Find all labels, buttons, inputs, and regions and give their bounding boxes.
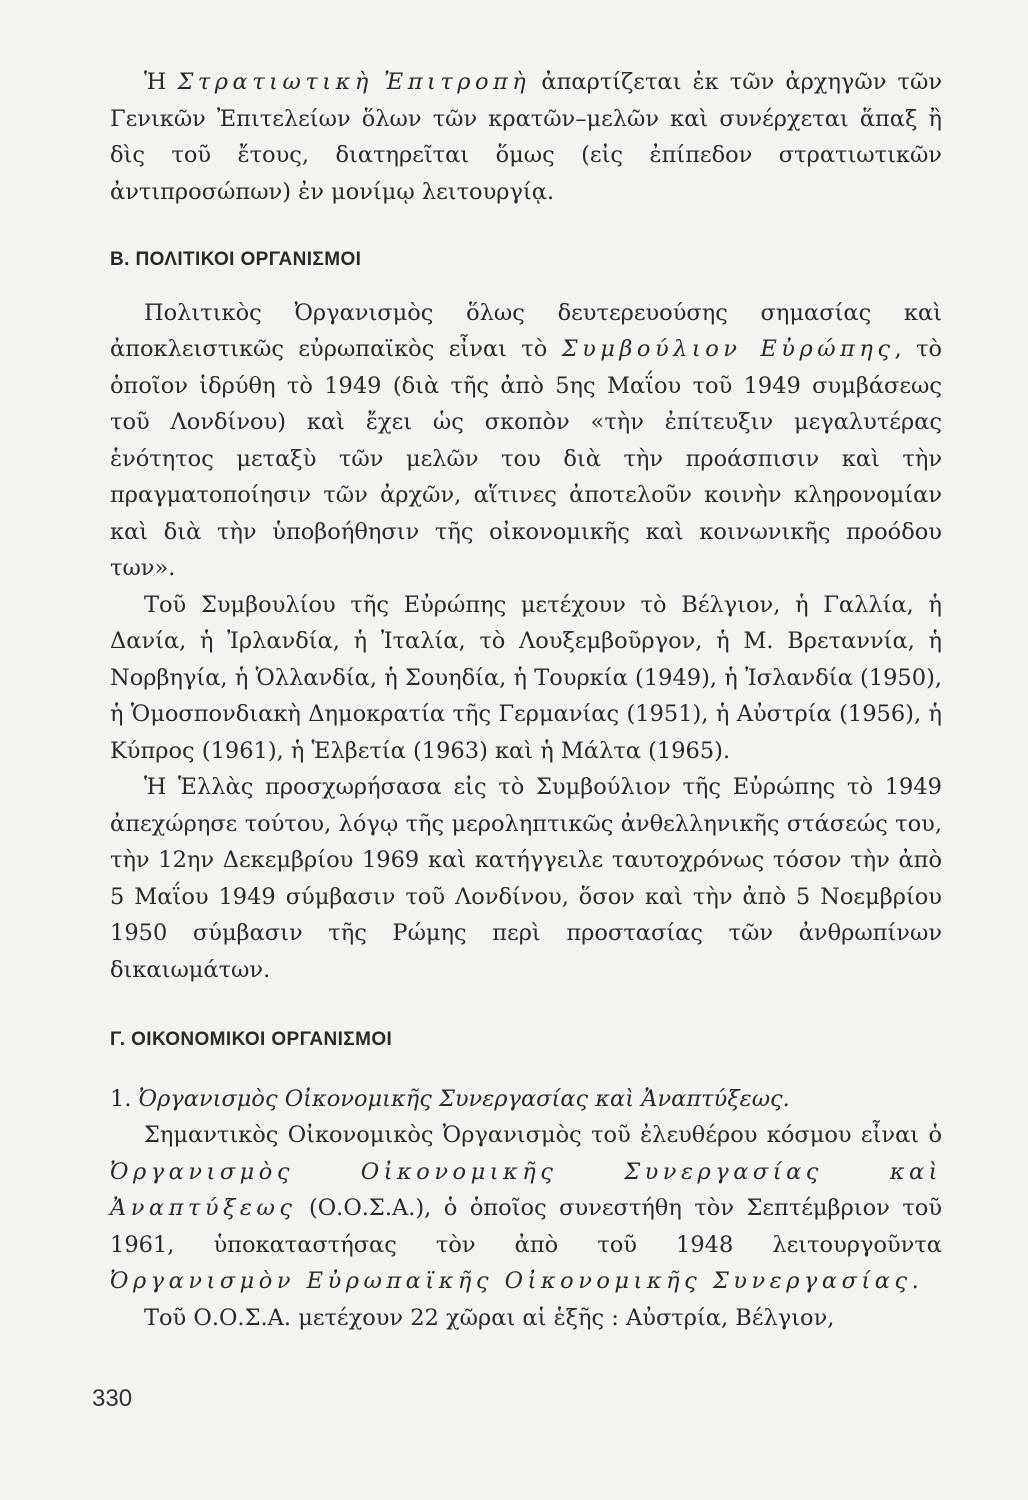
subheading-title: Ὀργανισμὸς Οἰκονομικῆς Συνεργασίας καὶ Ἀναπτύξεως.	[138, 1085, 790, 1112]
page-number: 330	[92, 1385, 133, 1412]
intro-mid	[373, 69, 384, 95]
section-b-p1-start: Πολιτικὸς Ὀργανισμὸς ὅλως δευτερευούσης σημασίας καὶ ἀποκλειστικῶς εὐρωπαϊκὸς εἶναι τὸ	[110, 299, 942, 362]
section-b-paragraph-1	[110, 295, 942, 587]
subheading-number: 1.	[110, 1085, 139, 1112]
section-b-p1-spaced-term: Συμβούλιον Εὐρώπης	[561, 336, 895, 362]
section-g-p1-spaced-term-1: Ὀργανισμὸς Οἰκονομικῆς Συνεργασίας καὶ Ἀναπτύξεως	[110, 1158, 942, 1221]
section-b-paragraph-3: Ἡ Ἑλλὰς προσχωρήσασα εἰς τὸ Συμβούλιον τῆς Εὐρώπης τὸ 1949 ἀπεχώρησε τούτου, λόγῳ τῆς μεροληπτικῶς ἀνθελληνικῆς στάσεώς του, τὴν 12ην Δεκεμβρίου 1969 καὶ κατήγγειλε ταυτοχρόνως τόσον τὴν ἀπὸ 5 Μαΐου 1949 σύμβασιν τοῦ Λονδίνου, ὅσον καὶ τὴν ἀπὸ 5 Νοεμβρίου 1950 σύμβασιν τῆς Ρώμης περὶ προστασίας τῶν ἀνθρωπίνων δικαιωμάτων.	[110, 774, 942, 983]
section-g-subheading	[110, 1081, 942, 1118]
section-b-paragraph-2: Τοῦ Συμβουλίου τῆς Εὐρώπης μετέχουν τὸ Βέλγιον, ἡ Γαλλία, ἡ Δανία, ἡ Ἰρλανδία, ἡ Ἰταλία, τὸ Λουξεμβοῦργον, ἡ Μ. Βρεταννία, ἡ Νορβηγία, ἡ Ὁλλανδία, ἡ Σουηδία, ἡ Τουρκία (1949), ἡ Ἰσλανδία (1950), ἡ Ὁμοσπονδιακὴ Δημοκρατία τῆς Γερμανίας (1951), ἡ Αὐστρία (1956), ἡ Κύπρος (1961), ἡ Ἑλβετία (1963) καὶ ἡ Μάλτα (1965).	[110, 591, 942, 764]
section-g-p1-end: .	[911, 1268, 919, 1294]
section-g-paragraph-1	[110, 1117, 942, 1300]
section-g-p1-start: Σημαντικὸς Οἰκονομικὸς Ὀργανισμὸς τοῦ ἐλευθέρου κόσμου εἶναι ὁ	[144, 1122, 942, 1148]
section-g-p1-spaced-term-2: Ὀργανισμὸν Εὐρωπαϊκῆς Οἰκονομικῆς Συνεργασίας	[110, 1268, 912, 1294]
section-b-p1-end: , τὸ ὁποῖον ἱδρύθη τὸ 1949 (διὰ τῆς ἀπὸ 5ης Μαΐου τοῦ 1949 συμβάσεως τοῦ Λονδίνου) καὶ ἔχει ὡς σκοπὸν «τὴν ἐπίτευξιν μεγαλυτέρας ἑνότητος μεταξὺ τῶν μελῶν του διὰ τὴν προάσπισιν καὶ τὴν πραγματοποίησιν τῶν ἀρχῶν, αἵτινες ἀποτελοῦν κοινὴν κληρονομίαν καὶ διὰ τὴν ὑποβοήθησιν τῆς οἰκονομικῆς καὶ κοινωνικῆς προόδου των».	[110, 336, 942, 581]
page-text	[110, 64, 942, 1336]
section-b-heading: Β. ΠΟΛΙΤΙΚΟΙ ΟΡΓΑΝΙΣΜΟΙ	[110, 249, 362, 270]
section-g-p1-mid: (Ο.Ο.Σ.Α.), ὁ ὁποῖος συνεστήθη τὸν Σεπτέμβριον τοῦ 1961, ὑποκαταστήσας τὸν ἀπὸ τοῦ 1948 λειτουργοῦντα	[110, 1195, 942, 1258]
intro-rest: ἀπαρτίζεται ἐκ τῶν ἀρχηγῶν τῶν Γενικῶν Ἐπιτελείων ὅλων τῶν κρατῶν–μελῶν καὶ συνέρχεται ἅπαξ ἢ δὶς τοῦ ἔτους, διατηρεῖται ὅμως (εἰς ἐπίπεδον στρατιωτικῶν ἀντιπροσώπων) ἐν μονίμῳ λειτουργίᾳ.	[110, 69, 943, 205]
section-g-paragraph-2: Τοῦ Ο.Ο.Σ.Α. μετέχουν 22 χῶραι αἱ ἑξῆς : Αὐστρία, Βέλγιον,	[144, 1304, 835, 1331]
intro-lead: Ἡ	[144, 69, 178, 95]
intro-paragraph	[110, 64, 942, 210]
intro-spaced-term-2: Ἐπιτροπὴ	[384, 69, 531, 95]
section-g-heading: Γ. ΟΙΚΟΝΟΜΙΚΟΙ ΟΡΓΑΝΙΣΜΟΙ	[110, 1029, 393, 1050]
intro-spaced-term-1: Στρατιωτικὴ	[177, 69, 373, 95]
